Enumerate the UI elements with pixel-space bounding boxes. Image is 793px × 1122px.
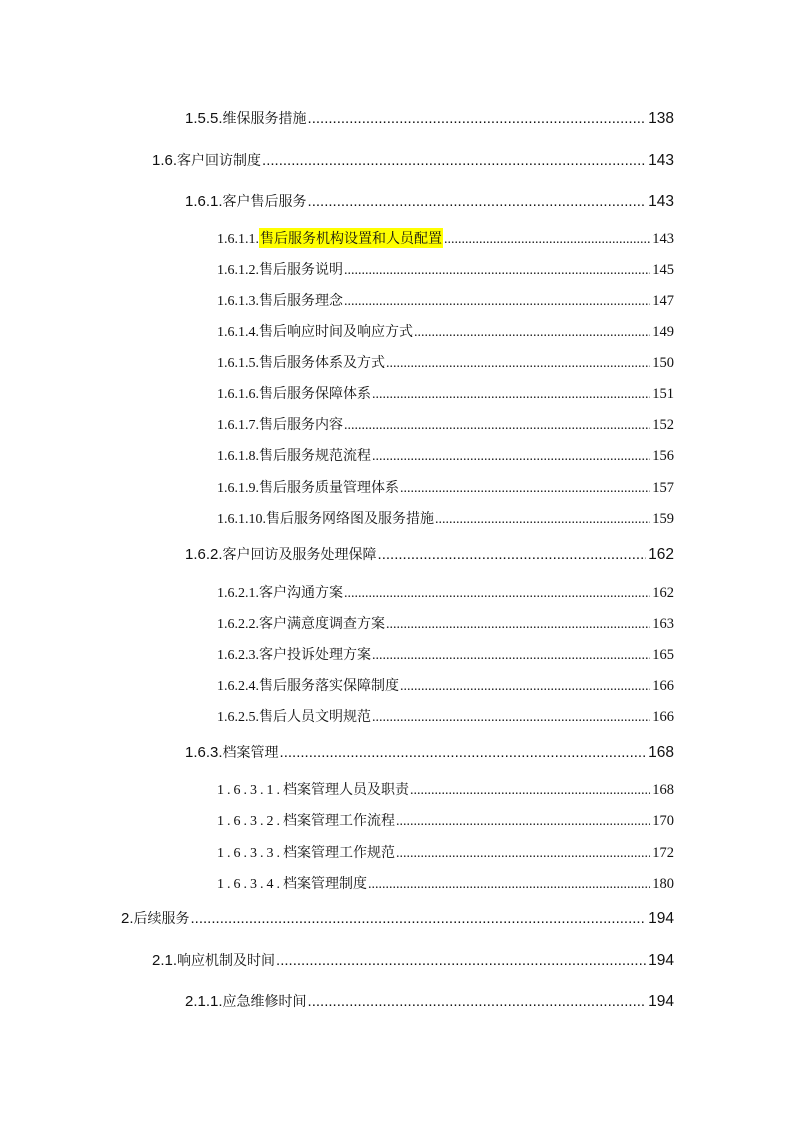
toc-entry-title: 售后服务保障体系	[259, 386, 371, 402]
toc-entry-title: 客户满意度调查方案	[259, 616, 385, 632]
toc-entry-page: 150	[652, 355, 674, 371]
toc-entry[interactable]	[121, 908, 674, 928]
toc-entry-number: 2.	[121, 910, 134, 927]
toc-dot-leader	[372, 387, 650, 403]
toc-entry-number: 2.1.	[152, 952, 178, 969]
toc-dot-leader	[372, 648, 650, 664]
toc-entry-number: 1.6.3.2.	[217, 814, 283, 829]
toc-entry-title: 售后响应时间及响应方式	[259, 324, 413, 340]
toc-entry-title: 应急维修时间	[222, 994, 307, 1010]
toc-entry-page: 143	[648, 152, 674, 169]
toc-entry-title: 客户投诉处理方案	[259, 647, 371, 663]
toc-entry[interactable]	[217, 779, 674, 799]
toc-entry-page: 165	[652, 647, 674, 663]
toc-entry-number: 1.6.1.5.	[217, 356, 259, 371]
toc-entry-title: 客户沟通方案	[259, 585, 343, 601]
toc-entry-title: 售后服务理念	[259, 293, 343, 309]
toc-entry[interactable]	[217, 414, 674, 434]
toc-entry-page: 143	[648, 193, 674, 210]
toc-entry[interactable]	[217, 477, 674, 497]
toc-entry-title: 档案管理工作规范	[283, 845, 395, 861]
toc-entry-number: 1.6.3.4.	[217, 877, 283, 892]
toc-dot-leader	[344, 586, 650, 602]
toc-entry-number: 1.6.1.1.	[217, 232, 259, 247]
toc-dot-leader	[276, 952, 646, 969]
toc-entry-number: 1.6.2.3.	[217, 648, 259, 663]
toc-entry-title: 售后服务说明	[259, 262, 343, 278]
toc-entry-page: 172	[652, 845, 674, 861]
toc-entry[interactable]	[185, 191, 674, 211]
toc-entry-number: 1.6.1.6.	[217, 387, 259, 402]
toc-entry-title: 售后服务网络图及服务措施	[266, 511, 434, 527]
toc-entry-title: 档案管理	[222, 745, 279, 761]
toc-entry-page: 145	[652, 262, 674, 278]
toc-dot-leader	[344, 418, 650, 434]
toc-dot-leader	[262, 152, 646, 169]
toc-entry[interactable]	[185, 742, 674, 762]
toc-entry-page: 168	[652, 782, 674, 798]
toc-entry-title: 售后人员文明规范	[259, 709, 371, 725]
toc-dot-leader	[396, 814, 650, 830]
toc-dot-leader	[308, 110, 647, 127]
toc-entry-page: 180	[652, 876, 674, 892]
toc-entry-title: 后续服务	[133, 911, 190, 927]
toc-entry[interactable]	[217, 842, 674, 862]
toc-entry-number: 1.6.	[152, 152, 178, 169]
toc-entry-title: 档案管理制度	[283, 876, 367, 892]
toc-entry[interactable]	[217, 613, 674, 633]
toc-entry-number: 1.6.1.4.	[217, 325, 259, 340]
toc-entry-title: 档案管理工作流程	[283, 813, 395, 829]
toc-entry-number: 1.6.1.3.	[217, 294, 259, 309]
toc-dot-leader	[308, 993, 647, 1010]
toc-entry[interactable]	[217, 706, 674, 726]
toc-entry-number: 1.6.3.	[185, 744, 223, 761]
toc-entry-number: 1.6.1.2.	[217, 263, 259, 278]
toc-entry-title: 客户回访及服务处理保障	[222, 547, 377, 563]
toc-dot-leader	[308, 193, 647, 210]
toc-entry-title: 售后服务质量管理体系	[259, 480, 399, 496]
toc-entry-number: 1.6.3.1.	[217, 783, 283, 798]
toc-entry-page: 194	[648, 952, 674, 969]
toc-dot-leader	[378, 546, 647, 563]
toc-entry-page: 162	[648, 546, 674, 563]
toc-entry-number: 1.6.2.2.	[217, 617, 259, 632]
toc-entry-page: 194	[648, 993, 674, 1010]
toc-entry-number: 2.1.1.	[185, 993, 223, 1010]
toc-entry-number: 1.6.1.7.	[217, 418, 259, 433]
toc-entry[interactable]	[152, 150, 674, 170]
toc-entry-page: 147	[652, 293, 674, 309]
toc-entry-title: 客户售后服务	[222, 194, 307, 210]
toc-entry-page: 143	[652, 231, 674, 247]
toc-entry[interactable]	[185, 544, 674, 564]
toc-entry[interactable]	[217, 582, 674, 602]
toc-entry[interactable]	[217, 873, 674, 893]
toc-entry[interactable]	[217, 644, 674, 664]
toc-entry-title: 售后服务内容	[259, 417, 343, 433]
toc-entry-title: 客户回访制度	[177, 153, 262, 169]
toc-entry[interactable]	[217, 259, 674, 279]
toc-entry-page: 149	[652, 324, 674, 340]
toc-dot-leader	[444, 232, 650, 248]
toc-entry-number: 1.6.2.4.	[217, 679, 259, 694]
toc-entry-number: 1.6.2.5.	[217, 710, 259, 725]
toc-entry-page: 168	[648, 744, 674, 761]
toc-entry[interactable]	[217, 228, 674, 248]
toc-entry[interactable]	[217, 383, 674, 403]
toc-entry-page: 159	[652, 511, 674, 527]
toc-entry-title: 售后服务规范流程	[259, 448, 371, 464]
toc-dot-leader	[414, 325, 650, 341]
toc-entry-page: 166	[652, 678, 674, 694]
toc-dot-leader	[344, 294, 650, 310]
toc-dot-leader	[368, 877, 650, 893]
toc-entry-title: 售后服务落实保障制度	[259, 678, 399, 694]
toc-dot-leader	[386, 356, 650, 372]
toc-entry-title: 响应机制及时间	[177, 953, 276, 969]
toc-entry-number: 1.6.1.10.	[217, 512, 266, 527]
toc-entry[interactable]	[217, 352, 674, 372]
toc-entry[interactable]	[217, 290, 674, 310]
toc-entry[interactable]	[152, 950, 674, 970]
toc-dot-leader	[372, 449, 650, 465]
toc-dot-leader	[191, 910, 647, 927]
toc-entry[interactable]	[185, 991, 674, 1011]
toc-entry[interactable]	[217, 445, 674, 465]
toc-entry-number: 1.6.1.9.	[217, 481, 259, 496]
toc-entry[interactable]	[217, 810, 674, 830]
toc-entry-page: 151	[652, 386, 674, 402]
toc-entry-page: 138	[648, 110, 674, 127]
toc-entry-page: 152	[652, 417, 674, 433]
toc-entry-page: 170	[652, 813, 674, 829]
toc-dot-leader	[435, 512, 650, 528]
toc-entry-page: 162	[652, 585, 674, 601]
toc-entry-number: 1.5.5.	[185, 110, 223, 127]
toc-entry-number: 1.6.1.8.	[217, 449, 259, 464]
toc-entry-title: 维保服务措施	[222, 111, 307, 127]
toc-dot-leader	[400, 481, 650, 497]
toc-entry-page: 166	[652, 709, 674, 725]
toc-entry[interactable]	[185, 108, 674, 128]
toc-entry-title: 档案管理人员及职责	[283, 782, 409, 798]
toc-entry-page: 163	[652, 616, 674, 632]
toc-dot-leader	[400, 679, 650, 695]
toc-entry-number: 1.6.3.3.	[217, 846, 283, 861]
toc-entry-title: 售后服务体系及方式	[259, 355, 385, 371]
toc-entry-number: 1.6.2.1.	[217, 586, 259, 601]
toc-entry-title-highlighted: 售后服务机构设置和人员配置	[259, 228, 443, 248]
toc-entry-number: 1.6.1.	[185, 193, 223, 210]
toc-dot-leader	[396, 846, 650, 862]
toc-dot-leader	[372, 710, 650, 726]
toc-dot-leader	[410, 783, 650, 799]
toc-dot-leader	[344, 263, 650, 279]
toc-entry-page: 156	[652, 448, 674, 464]
toc-entry-page: 157	[652, 480, 674, 496]
toc-entry-number: 1.6.2.	[185, 546, 223, 563]
toc-entry-page: 194	[648, 910, 674, 927]
toc-entry[interactable]	[217, 675, 674, 695]
toc-dot-leader	[386, 617, 650, 633]
toc-entry[interactable]	[217, 321, 674, 341]
toc-entry[interactable]	[217, 508, 674, 528]
toc-dot-leader	[280, 744, 647, 761]
